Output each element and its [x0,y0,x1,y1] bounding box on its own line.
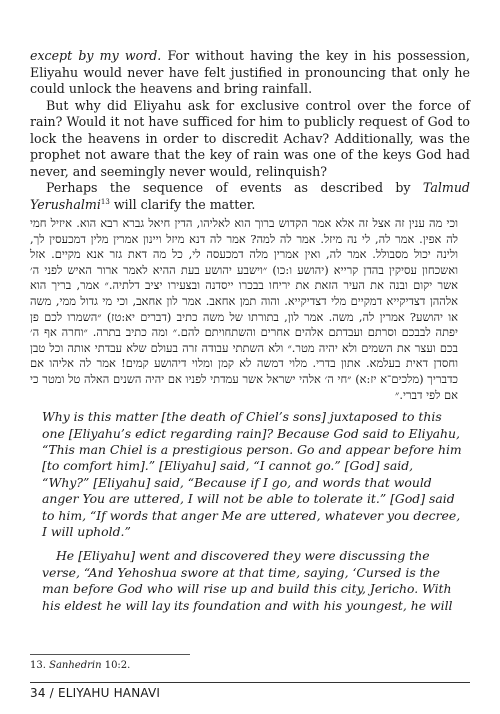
footnote-reference[interactable]: 13 [100,197,110,206]
footer-divider [30,682,470,683]
hebrew-quotation: וכי מה ענין זה אצל זה אלא אמר הקדוש ברוך הוא לאליהו, הדין חיאל גברא רבא הוא. איזיל חמי לה אפין. אמר לה, לי נה מיזל. אמר לה למה? אמר לה דנא מיזל ויינון אמרין מלין דמכעסין לך, ולינה יכול מסבולל. אמר לה, ואין אמרין מלה דמכעסה לי, כל מה דאת גזר אנא מקיים. אזל ואשכחון עסיקין בהדן קרייא (יהושע ו:כו) ״וישבע יהושע בעת ההיא לאמר ארור האיש לפני ה׳ אשר יקום ובנה את העיר הזאת את יריחו בבכרו ייסדנה ובצעירו יציב דלתיה.״ אמר, בריך הוא אלההן דצדיקייא דמקיים מלי דצדיקייא. והוה תמן אחאב. אמר לון אחאב, וכי מי גדול ממי, משה או יהושע? אמרין לה, משה. אמר לון, בתורתו של משה כתיב (דברים יא:טז) ״השמרו לכם פן יפתה לבבכם וסרתם ועבדתם אלהים אחרים והשתחויתם להם.״ ומה כתיב בתרה. ״וחרה אף ה׳ בכם ועצר את השמים ולא יהיה מטר.״ ולא השתתי עבודה זרה בעולם שלא עבדתי אותה וכל טבן וחסדן דאית בעלמא. אתון בדרי. מלוי דמשה לא קמן ומלוי דיהושע קמים! אמר לה אליהו אם כדבריך (מלכים־א יז:א) ״חי ה׳ אלהי ישראל אשר עמדתי לפניו אם יהיה השנים האלה טל ומטר כי אם לפי דברי.״ [30,216,458,402]
footnote-source: Sanhedrin [49,660,102,671]
italic-phrase: except by my word. [30,48,162,63]
paragraph-2: But why did Eliyahu ask for exclusive control over the force of rain? Would it not have sufficed for him to publicly request of God to lock the heavens in order to discredit Achav? Additionally, was the prophet not aware that the key of rain was one of the keys God had never, and seemingly never would, relinquish? [30,97,470,179]
main-text [30,48,470,614]
footnote: 13. Sanhedrin 10:2. [30,660,131,671]
translation-paragraph-2: He [Eliyahu] went and discovered they were discussing the verse, “And Yehoshua swore at that time, saying, ‘Cursed is the man before God who will rise up and build this city, Jericho. With his eldest he will lay its foundation and with his youngest, he will [42,548,453,613]
paragraph-1 [30,48,470,98]
source-title: Talmud Yerushalmi [30,180,470,212]
paragraph-3: Perhaps the sequence of events as described by Talmud Yerushalmi$^{13}$ will clarify the matter. [30,180,470,212]
footnote-divider [30,654,190,655]
paragraph-1-text: For without having the key in his possession, Eliyahu would never have felt justified in pronouncing that only he could unlock the heavens and bring rainfall. [30,48,470,96]
running-footer: 34 / ELIYAHU HANAVI [30,686,161,700]
translation-paragraph-1: Why is this matter [the death of Chiel’s sons] juxtaposed to this one [Eliyahu’s edict regarding rain]? Because God said to Eliyahu, “This man Chiel is a prestigious person. Go and appear before him [to comfort him].” [Eliyahu] said, “I cannot go.” [God] said, “Why?” [Eliyahu] said, “Because if I go, and words that would anger You are uttered, I will not be able to tolerate it.” [God] said to him, “If words that anger Me are uttered, whatever you decree, I will uphold.” [42,409,462,539]
